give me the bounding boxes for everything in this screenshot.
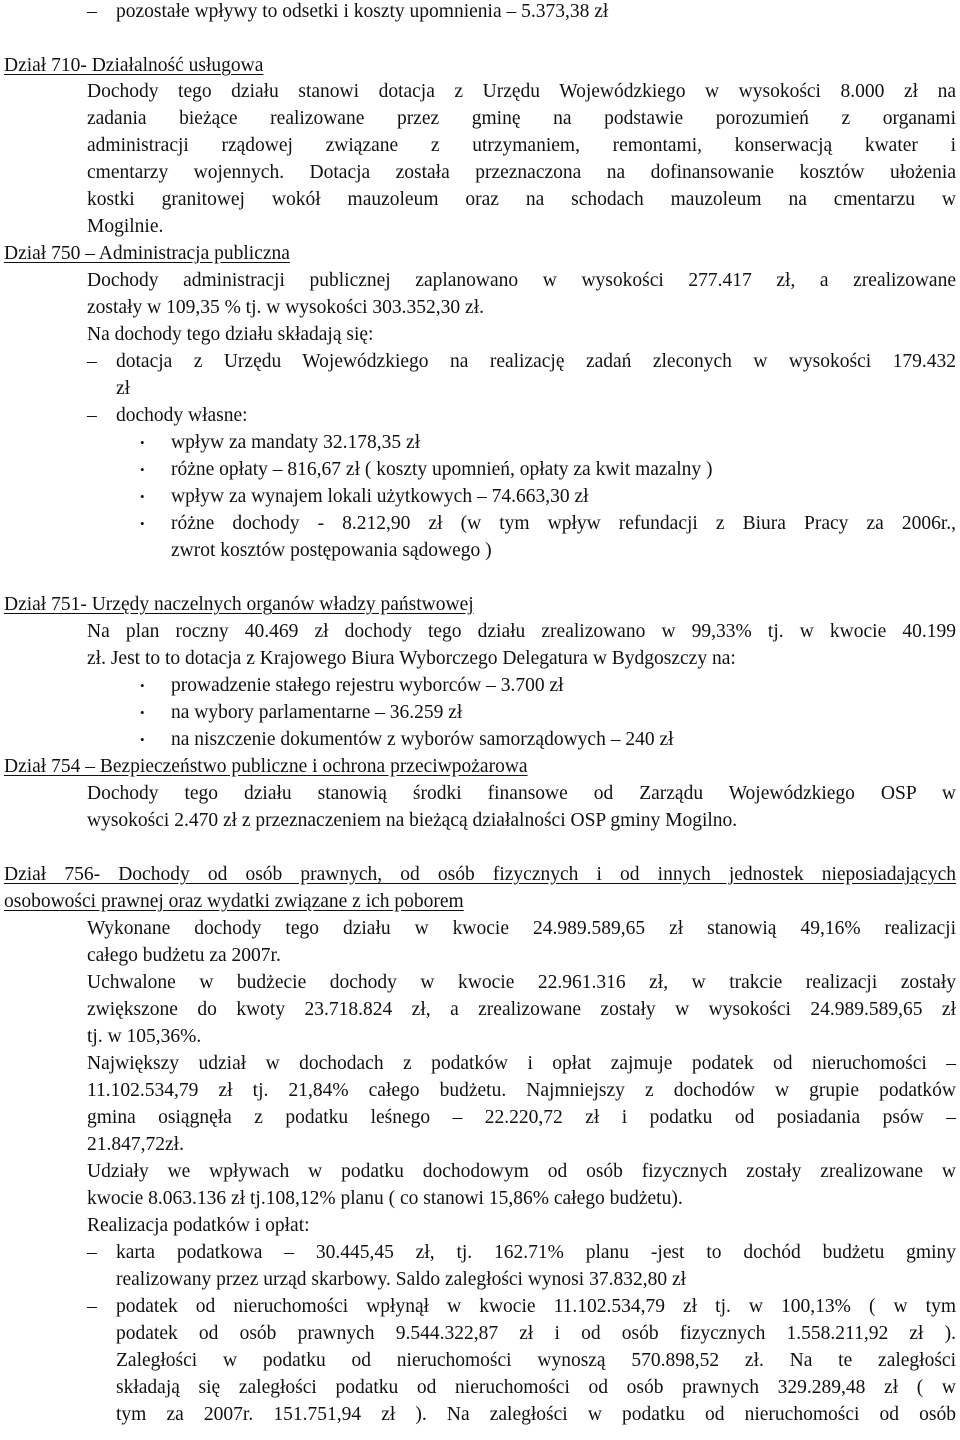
bullet-marker: • [140,678,145,693]
paragraph-line: pozostałe wpływy to odsetki i koszty upomnienia – 5.373,38 zł [116,1,609,22]
list-item-cont: składają się zaległości podatku od nieruchomości od osób prawnych 329.289,48 zł ( w [116,1377,956,1398]
paragraph-line: wysokości 2.470 zł z przeznaczeniem na bieżącą działalności OSP gminy Mogilno. [87,810,738,831]
paragraph-line: Udziały we wpływach w podatku dochodowym od osób fizycznych zostały zrealizowane w [87,1161,956,1182]
paragraph-line: całego budżetu za 2007r. [87,945,281,966]
list-item: dotacja z Urzędu Wojewódzkiego na realizację zadań zleconych w wysokości 179.432 [116,351,956,372]
bullet-item: na niszczenie dokumentów z wyborów samorządowych – 240 zł [171,729,674,750]
list-item: dochody własne: [116,405,248,426]
paragraph-line: zadania bieżące realizowane przez gminę na podstawie porozumień z organami [87,108,956,129]
bullet-marker: • [140,489,145,504]
list-item-cont: realizowany przez urząd skarbowy. Saldo zaległości wynosi 37.832,80 zł [116,1269,687,1290]
paragraph-line: Dochody administracji publicznej zaplanowano w wysokości 277.417 zł, a zrealizowane [87,270,956,291]
paragraph-line: 21.847,72zł. [87,1134,184,1155]
dash-marker: – [87,1296,97,1317]
bullet-marker: • [140,732,145,747]
list-item: karta podatkowa – 30.445,45 zł, tj. 162.71% planu -jest to dochód budżetu gminy [116,1242,956,1263]
paragraph-line: Uchwalone w budżecie dochody w kwocie 22.961.316 zł, w trakcie realizacji zostały [87,972,956,993]
bullet-item: różne opłaty – 816,67 zł ( koszty upomnień, opłaty za kwit mazalny ) [171,459,713,480]
paragraph-line: kostki granitowej wokół mauzoleum oraz na schodach mauzoleum na cmentarzu w [87,189,956,210]
paragraph-line: Realizacja podatków i opłat: [87,1215,310,1236]
bullet-marker: • [140,516,145,531]
bullet-item: na wybory parlamentarne – 36.259 zł [171,702,463,723]
section-heading-756: Dział 756- Dochody od osób prawnych, od osób fizycznych i od innych jednostek nieposiadających [4,864,956,885]
section-heading-756-cont: osobowości prawnej oraz wydatki związane z ich poborem [4,891,464,912]
paragraph-line: cmentarzy wojennych. Dotacja została przeznaczona na dofinansowanie kosztów ułożenia [87,162,956,183]
paragraph-line: Dochody tego działu stanowią środki finansowe od Zarządu Wojewódzkiego OSP w [87,783,956,804]
paragraph-line: Mogilnie. [87,216,164,237]
paragraph-line: zwiększone do kwoty 23.718.824 zł, a zrealizowane zostały w wysokości 24.989.589,65 zł [87,999,956,1020]
paragraph-line: Wykonane dochody tego działu w kwocie 24.989.589,65 zł stanowią 49,16% realizacji [87,918,956,939]
list-item-cont: tym za 2007r. 151.751,94 zł ). Na zaległości w podatku od nieruchomości od osób [116,1404,956,1425]
paragraph-line: kwocie 8.063.136 zł tj.108,12% planu ( co stanowi 15,86% całego budżetu). [87,1188,683,1209]
list-item-cont: zł [116,378,131,399]
dash-marker: – [87,1242,97,1263]
section-heading-751: Dział 751- Urzędy naczelnych organów władzy państwowej [4,594,474,615]
bullet-marker: • [140,705,145,720]
paragraph-line: zł. Jest to to dotacja z Krajowego Biura Wyborczego Delegatura w Bydgoszczy na: [87,648,736,669]
list-item-cont: podatek od osób prawnych 9.544.322,87 zł i od osób fizycznych 1.558.211,92 zł ). [116,1323,956,1344]
bullet-marker: • [140,435,145,450]
paragraph-line: Dochody tego działu stanowi dotacja z Urzędu Wojewódzkiego w wysokości 8.000 zł na [87,81,956,102]
paragraph-line: Największy udział w dochodach z podatków i opłat zajmuje podatek od nieruchomości – [87,1053,956,1074]
list-item-cont: Zaległości w podatku od nieruchomości wynoszą 570.898,52 zł. Na te zaległości [116,1350,956,1371]
section-heading-710: Dział 710- Działalność usługowa [4,55,264,76]
dash-marker: – [87,351,97,372]
section-heading-750: Dział 750 – Administracja publiczna [4,243,290,264]
paragraph-line: administracji rządowej związane z utrzymaniem, remontami, konserwacją kwater i [87,135,956,156]
bullet-item: wpływ za wynajem lokali użytkowych – 74.663,30 zł [171,486,589,507]
bullet-item-cont: zwrot kosztów postępowania sądowego ) [171,540,492,561]
dash-marker: – [87,1,97,22]
bullet-item: wpływ za mandaty 32.178,35 zł [171,432,421,453]
bullet-item: prowadzenie stałego rejestru wyborców – 3.700 zł [171,675,564,696]
section-heading-754: Dział 754 – Bezpieczeństwo publiczne i ochrona przeciwpożarowa [4,756,528,777]
paragraph-line: zostały w 109,35 % tj. w wysokości 303.352,30 zł. [87,297,485,318]
bullet-item: różne dochody - 8.212,90 zł (w tym wpływ refundacji z Biura Pracy za 2006r., [171,513,956,534]
paragraph-line: 11.102.534,79 zł tj. 21,84% całego budżetu. Najmniejszy z dochodów w grupie podatków [87,1080,956,1101]
bullet-marker: • [140,462,145,477]
paragraph-line: gmina osiągnęła z podatku leśnego – 22.220,72 zł i podatku od posiadania psów – [87,1107,956,1128]
paragraph-line: tj. w 105,36%. [87,1026,202,1047]
paragraph-line: Na dochody tego działu składają się: [87,324,374,345]
paragraph-line: Na plan roczny 40.469 zł dochody tego działu zrealizowano w 99,33% tj. w kwocie 40.199 [87,621,956,642]
dash-marker: – [87,405,97,426]
list-item: podatek od nieruchomości wpłynął w kwocie 11.102.534,79 zł tj. w 100,13% ( w tym [116,1296,956,1317]
